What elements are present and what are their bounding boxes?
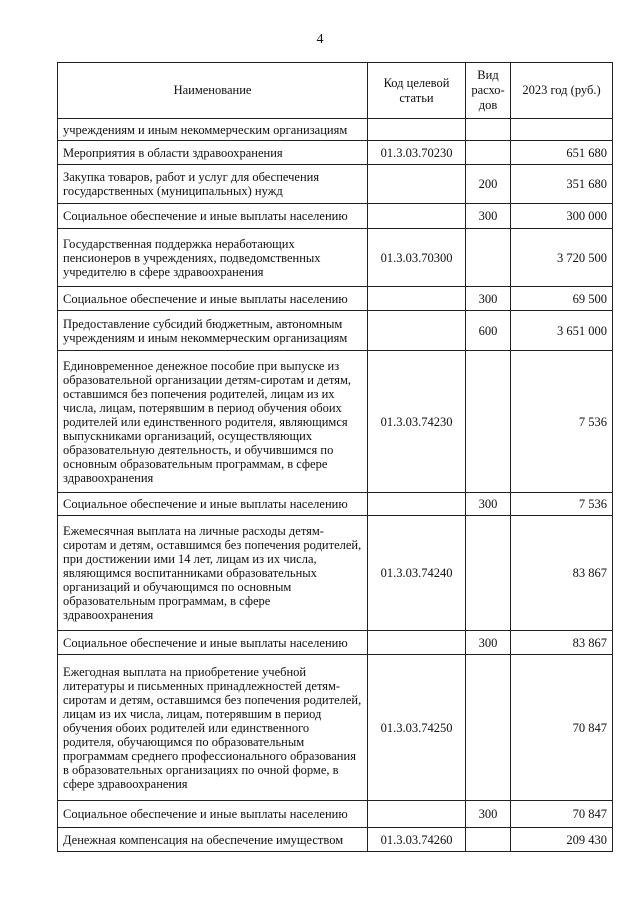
cell-amount bbox=[511, 119, 613, 141]
cell-amount: 3 720 500 bbox=[511, 229, 613, 287]
cell-code bbox=[368, 311, 466, 351]
budget-table bbox=[57, 62, 613, 852]
cell-amount: 69 500 bbox=[511, 287, 613, 311]
cell-kind: 300 bbox=[466, 287, 511, 311]
table-row bbox=[58, 229, 613, 287]
cell-kind: 300 bbox=[466, 204, 511, 229]
cell-kind: 300 bbox=[466, 801, 511, 828]
cell-code: 01.3.03.70230 bbox=[368, 141, 466, 165]
cell-kind bbox=[466, 119, 511, 141]
cell-code: 01.3.03.70300 bbox=[368, 229, 466, 287]
table-row bbox=[58, 311, 613, 351]
table-row bbox=[58, 828, 613, 852]
cell-code bbox=[368, 165, 466, 204]
cell-name: Социальное обеспечение и иные выплаты населению bbox=[58, 631, 368, 655]
cell-name: Государственная поддержка неработающих пенсионеров в учреждениях, подведомственных учредителю в сфере здравоохранения bbox=[58, 229, 368, 287]
cell-code bbox=[368, 631, 466, 655]
cell-code: 01.3.03.74240 bbox=[368, 516, 466, 631]
cell-kind bbox=[466, 828, 511, 852]
cell-amount: 83 867 bbox=[511, 516, 613, 631]
header-kind: Вид расхо-дов bbox=[466, 63, 511, 119]
cell-code: 01.3.03.74230 bbox=[368, 351, 466, 493]
table-row bbox=[58, 287, 613, 311]
cell-amount: 70 847 bbox=[511, 655, 613, 801]
cell-name: Социальное обеспечение и иные выплаты населению bbox=[58, 204, 368, 229]
cell-amount: 83 867 bbox=[511, 631, 613, 655]
cell-amount: 7 536 bbox=[511, 493, 613, 516]
cell-code bbox=[368, 287, 466, 311]
cell-code: 01.3.03.74250 bbox=[368, 655, 466, 801]
header-code: Код целевой статьи bbox=[368, 63, 466, 119]
cell-amount: 3 651 000 bbox=[511, 311, 613, 351]
table-row bbox=[58, 801, 613, 828]
cell-kind bbox=[466, 141, 511, 165]
cell-kind bbox=[466, 229, 511, 287]
table-row bbox=[58, 351, 613, 493]
header-amount: 2023 год (руб.) bbox=[511, 63, 613, 119]
cell-name: Закупка товаров, работ и услуг для обеспечения государственных (муниципальных) нужд bbox=[58, 165, 368, 204]
cell-name: Ежемесячная выплата на личные расходы детям-сиротам и детям, оставшимся без попечения родителей, при достижении ими 14 лет, лицам из их числа, являющимся воспитанниками образовательных организаций и обучающимся по основным образовательным программам, в сфере здравоохранения bbox=[58, 516, 368, 631]
cell-name: Социальное обеспечение и иные выплаты населению bbox=[58, 801, 368, 828]
cell-amount: 70 847 bbox=[511, 801, 613, 828]
table-header-row bbox=[58, 63, 613, 119]
header-name: Наименование bbox=[58, 63, 368, 119]
cell-kind: 300 bbox=[466, 493, 511, 516]
cell-amount: 209 430 bbox=[511, 828, 613, 852]
table-row bbox=[58, 493, 613, 516]
cell-amount: 7 536 bbox=[511, 351, 613, 493]
table-row bbox=[58, 631, 613, 655]
cell-name: учреждениям и иным некоммерческим организациям bbox=[58, 119, 368, 141]
table-row bbox=[58, 655, 613, 801]
table-row bbox=[58, 204, 613, 229]
cell-amount: 651 680 bbox=[511, 141, 613, 165]
cell-amount: 300 000 bbox=[511, 204, 613, 229]
page-number: 4 bbox=[316, 32, 324, 47]
cell-code bbox=[368, 119, 466, 141]
cell-kind bbox=[466, 516, 511, 631]
cell-code bbox=[368, 204, 466, 229]
table-row bbox=[58, 516, 613, 631]
cell-name: Единовременное денежное пособие при выпуске из образовательной организации детям-сиротам и детям, оставшимся без попечения родителей, лицам из их числа, лицам, потерявшим в период обучения обоих родителей или единственного родителя, являющимся выпускниками организаций, осуществляющих образовательную деятельность, и обучившимся по основным образовательным программам, в сфере здравоохранения bbox=[58, 351, 368, 493]
cell-amount: 351 680 bbox=[511, 165, 613, 204]
cell-code bbox=[368, 493, 466, 516]
table-row bbox=[58, 119, 613, 141]
cell-name: Ежегодная выплата на приобретение учебной литературы и письменных принадлежностей детям-сиротам и детям, оставшимся без попечения родителей, лицам из их числа, лицам, потерявшим в период обучения обоих родителей или единственного родителя, обучающимся по образовательным программам среднего профессионального образования в образовательных организациях по очной форме, в сфере здравоохранения bbox=[58, 655, 368, 801]
cell-kind: 300 bbox=[466, 631, 511, 655]
cell-code bbox=[368, 801, 466, 828]
cell-kind: 200 bbox=[466, 165, 511, 204]
cell-name: Денежная компенсация на обеспечение имуществом bbox=[58, 828, 368, 852]
cell-code: 01.3.03.74260 bbox=[368, 828, 466, 852]
cell-name: Мероприятия в области здравоохранения bbox=[58, 141, 368, 165]
table-row bbox=[58, 165, 613, 204]
table-row bbox=[58, 141, 613, 165]
cell-name: Предоставление субсидий бюджетным, автономным учреждениям и иным некоммерческим организациям bbox=[58, 311, 368, 351]
cell-name: Социальное обеспечение и иные выплаты населению bbox=[58, 493, 368, 516]
cell-kind bbox=[466, 655, 511, 801]
cell-name: Социальное обеспечение и иные выплаты населению bbox=[58, 287, 368, 311]
cell-kind: 600 bbox=[466, 311, 511, 351]
cell-kind bbox=[466, 351, 511, 493]
